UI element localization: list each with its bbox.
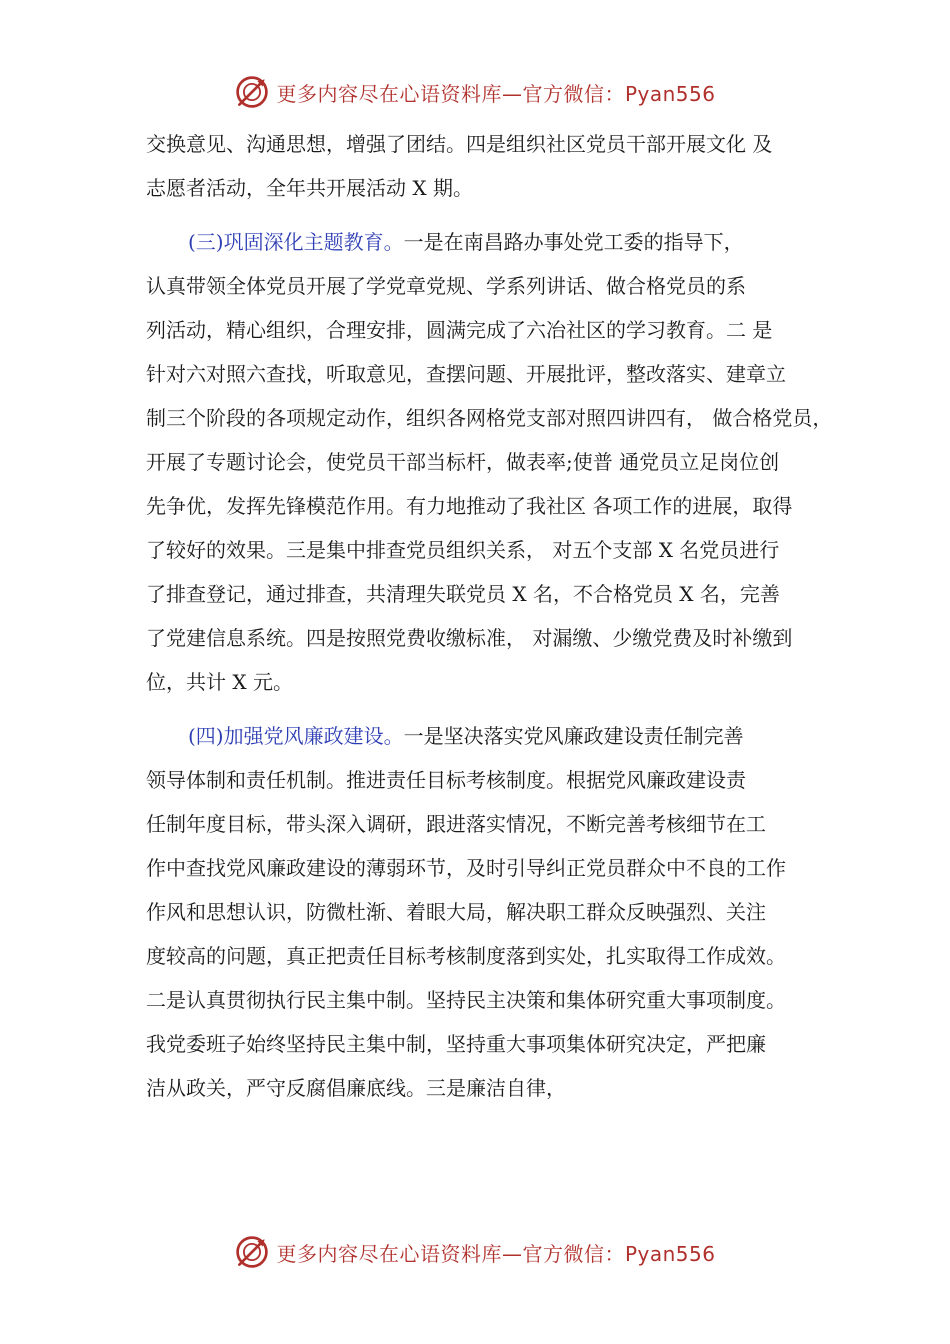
text-line: 认真带领全体党员开展了学党章党规、学系列讲话、做合格党员的系 xyxy=(146,274,746,298)
section-heading-3: (三)巩固深化主题教育。 xyxy=(188,230,404,254)
header-watermark-banner xyxy=(0,72,950,112)
text-line: 作中查找党风廉政建设的薄弱环节，及时引导纠正党员群众中不良的工作 xyxy=(146,856,786,880)
document-body xyxy=(146,122,836,1110)
text-line-rest: 一是在南昌路办事处党工委的指导下， xyxy=(403,230,744,254)
text-line: 先争优，发挥先锋模范作用。有力地推动了我社区 各项工作的进展，取得 xyxy=(146,494,793,518)
text-line: 列活动，精心组织，合理安排，圆满完成了六冶社区的学习教育。二 是 xyxy=(146,318,773,342)
text-line: 位，共计 X 元。 xyxy=(146,670,293,694)
text-line: 二是认真贯彻执行民主集中制。坚持民主决策和集体研究重大事项制度。 xyxy=(146,988,786,1012)
text-line: 制三个阶段的各项规定动作，组织各网格党支部对照四讲四有， 做合格党员， xyxy=(146,406,833,430)
paragraph-section-3 xyxy=(146,220,836,704)
paragraph-section-4 xyxy=(146,714,836,1110)
header-watermark-text: 更多内容尽在心语资料库—官方微信：Pyan556 xyxy=(276,81,716,106)
footer-watermark-text: 更多内容尽在心语资料库—官方微信：Pyan556 xyxy=(276,1241,716,1266)
text-line: 志愿者活动，全年共开展活动 X 期。 xyxy=(146,176,473,200)
text-line: 了排查登记，通过排查，共清理失联党员 X 名，不合格党员 X 名，完善 xyxy=(146,582,780,606)
text-line: 针对六对照六查找，听取意见，查摆问题、开展批评，整改落实、建章立 xyxy=(146,362,786,386)
text-line: 任制年度目标，带头深入调研，跟进落实情况，不断完善考核细节在工 xyxy=(146,812,766,836)
text-line: 了党建信息系统。四是按照党费收缴标准， 对漏缴、少缴党费及时补缴到 xyxy=(146,626,793,650)
brand-logo-icon xyxy=(234,1234,270,1270)
text-line: 度较高的问题，真正把责任目标考核制度落到实处，扎实取得工作成效。 xyxy=(146,944,786,968)
text-line: 开展了专题讨论会，使党员干部当标杆，做表率;使普 通党员立足岗位创 xyxy=(146,450,780,474)
text-line: 领导体制和责任机制。推进责任目标考核制度。根据党风廉政建设责 xyxy=(146,768,746,792)
text-line: 交换意见、沟通思想，增强了团结。四是组织社区党员干部开展文化 及 xyxy=(146,132,773,156)
text-line: 作风和思想认识，防微杜渐、着眼大局，解决职工群众反映强烈、关注 xyxy=(146,900,766,924)
footer-watermark-banner xyxy=(0,1232,950,1272)
paragraph-continuation xyxy=(146,122,836,210)
text-line xyxy=(146,220,836,264)
section-heading-4: (四)加强党风廉政建设。 xyxy=(188,724,404,748)
brand-logo-icon xyxy=(234,74,270,110)
text-line: 了较好的效果。三是集中排查党员组织关系， 对五个支部 X 名党员进行 xyxy=(146,538,780,562)
text-line xyxy=(146,714,836,758)
text-line: 洁从政关，严守反腐倡廉底线。三是廉洁自律， xyxy=(146,1076,566,1100)
text-line-rest: 一是坚决落实党风廉政建设责任制完善 xyxy=(403,724,744,748)
text-line: 我党委班子始终坚持民主集中制，坚持重大事项集体研究决定，严把廉 xyxy=(146,1032,766,1056)
